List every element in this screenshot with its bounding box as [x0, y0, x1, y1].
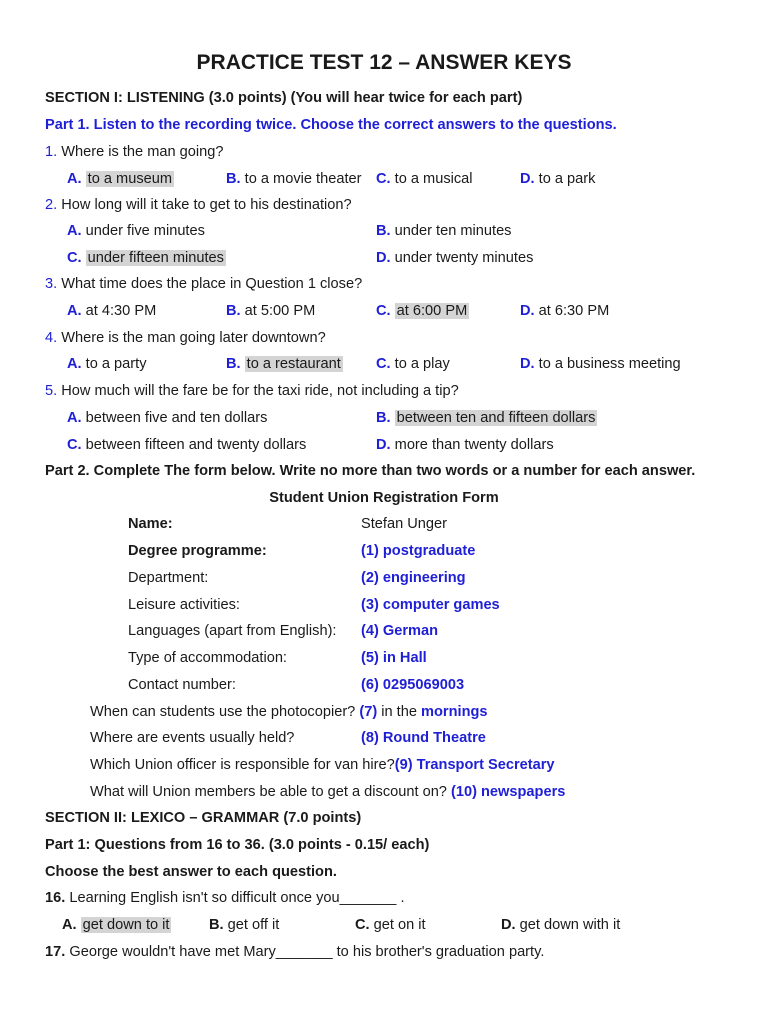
q5-option-b: B. between ten and fifteen dollars	[376, 410, 596, 426]
form-answer-5: (5) in Hall	[361, 650, 427, 666]
q3-option-a: A. at 4:30 PM	[67, 303, 157, 319]
q3-option-b: B. at 5:00 PM	[226, 303, 316, 319]
extra-answer-8: (8) Round Theatre	[361, 730, 486, 746]
q3-option-d: D. at 6:30 PM	[520, 303, 610, 319]
form-label-languages: Languages (apart from English):	[128, 623, 337, 639]
section2-instruction: Choose the best answer to each question.	[45, 864, 337, 880]
correct-answer-highlight: to a museum	[87, 171, 173, 187]
q1-option-d: D. to a park	[520, 171, 596, 187]
correct-answer-highlight: under fifteen minutes	[87, 250, 224, 266]
q2-option-b: B. under ten minutes	[376, 223, 512, 239]
form-answer-1: (1) postgraduate	[361, 543, 476, 559]
extra-question-10: What will Union members be able to get a discount on? (10) newspapers	[90, 784, 566, 800]
question-16: 16. Learning English isn't so difficult once you_______ .	[45, 890, 405, 906]
q2-option-d: D. under twenty minutes	[376, 250, 534, 266]
q4-option-d: D. to a business meeting	[520, 356, 681, 372]
extra-question-7: When can students use the photocopier? (7) in the mornings	[90, 704, 488, 720]
form-answer-4: (4) German	[361, 623, 439, 639]
q1-option-c: C. to a musical	[376, 171, 473, 187]
correct-answer-highlight: at 6:00 PM	[396, 303, 468, 319]
correct-answer-highlight: between ten and fifteen dollars	[396, 410, 596, 426]
section1-heading: SECTION I: LISTENING (3.0 points) (You will hear twice for each part)	[45, 90, 523, 106]
correct-answer-highlight: to a restaurant	[246, 356, 341, 372]
q3-option-c: C. at 6:00 PM	[376, 303, 468, 319]
q1-option-b: B. to a movie theater	[226, 171, 362, 187]
form-answer-2: (2) engineering	[361, 570, 466, 586]
q4-option-a: A. to a party	[67, 356, 147, 372]
form-label-degree: Degree programme:	[128, 543, 267, 559]
form-title: Student Union Registration Form	[269, 490, 499, 506]
part2-heading: Part 2. Complete The form below. Write no more than two words or a number for each answer.	[45, 463, 696, 479]
form-label-name: Name:	[128, 516, 173, 532]
form-answer-3: (3) computer games	[361, 597, 500, 613]
q16-option-a: A. get down to it	[62, 917, 170, 933]
q4-option-b: B. to a restaurant	[226, 356, 341, 372]
q2-option-c: C. under fifteen minutes	[67, 250, 224, 266]
section2-part1-heading: Part 1: Questions from 16 to 36. (3.0 points - 0.15/ each)	[45, 837, 430, 853]
extra-question-9: Which Union officer is responsible for van hire?(9) Transport Secretary	[90, 757, 555, 773]
form-label-accommodation: Type of accommodation:	[128, 650, 287, 666]
page-title: PRACTICE TEST 12 – ANSWER KEYS	[196, 51, 572, 74]
q4-option-c: C. to a play	[376, 356, 450, 372]
q2-option-a: A. under five minutes	[67, 223, 205, 239]
form-label-contact: Contact number:	[128, 677, 236, 693]
q5-option-a: A. between five and ten dollars	[67, 410, 268, 426]
question-17: 17. George wouldn't have met Mary_______ to his brother's graduation party.	[45, 944, 545, 960]
part1-heading: Part 1. Listen to the recording twice. Choose the correct answers to the questions.	[45, 117, 617, 133]
correct-answer-highlight: get down to it	[82, 917, 170, 933]
extra-question-8: Where are events usually held?	[90, 730, 295, 746]
question-1: 1. Where is the man going?	[45, 144, 224, 160]
form-answer-6: (6) 0295069003	[361, 677, 465, 693]
section2-heading: SECTION II: LEXICO – GRAMMAR (7.0 points)	[45, 810, 362, 826]
form-label-department: Department:	[128, 570, 209, 586]
form-value-name: Stefan Unger	[361, 516, 447, 532]
question-4: 4. Where is the man going later downtown?	[45, 330, 326, 346]
form-label-leisure: Leisure activities:	[128, 597, 240, 613]
q1-option-a: A. to a museum	[67, 171, 173, 187]
question-5: 5. How much will the fare be for the taxi ride, not including a tip?	[45, 383, 459, 399]
question-3: 3. What time does the place in Question 1 close?	[45, 276, 363, 292]
q5-option-c: C. between fifteen and twenty dollars	[67, 437, 307, 453]
q16-option-b: B. get off it	[209, 917, 280, 933]
q16-option-c: C. get on it	[355, 917, 426, 933]
q5-option-d: D. more than twenty dollars	[376, 437, 554, 453]
q16-option-d: D. get down with it	[501, 917, 621, 933]
question-2: 2. How long will it take to get to his destination?	[45, 197, 352, 213]
